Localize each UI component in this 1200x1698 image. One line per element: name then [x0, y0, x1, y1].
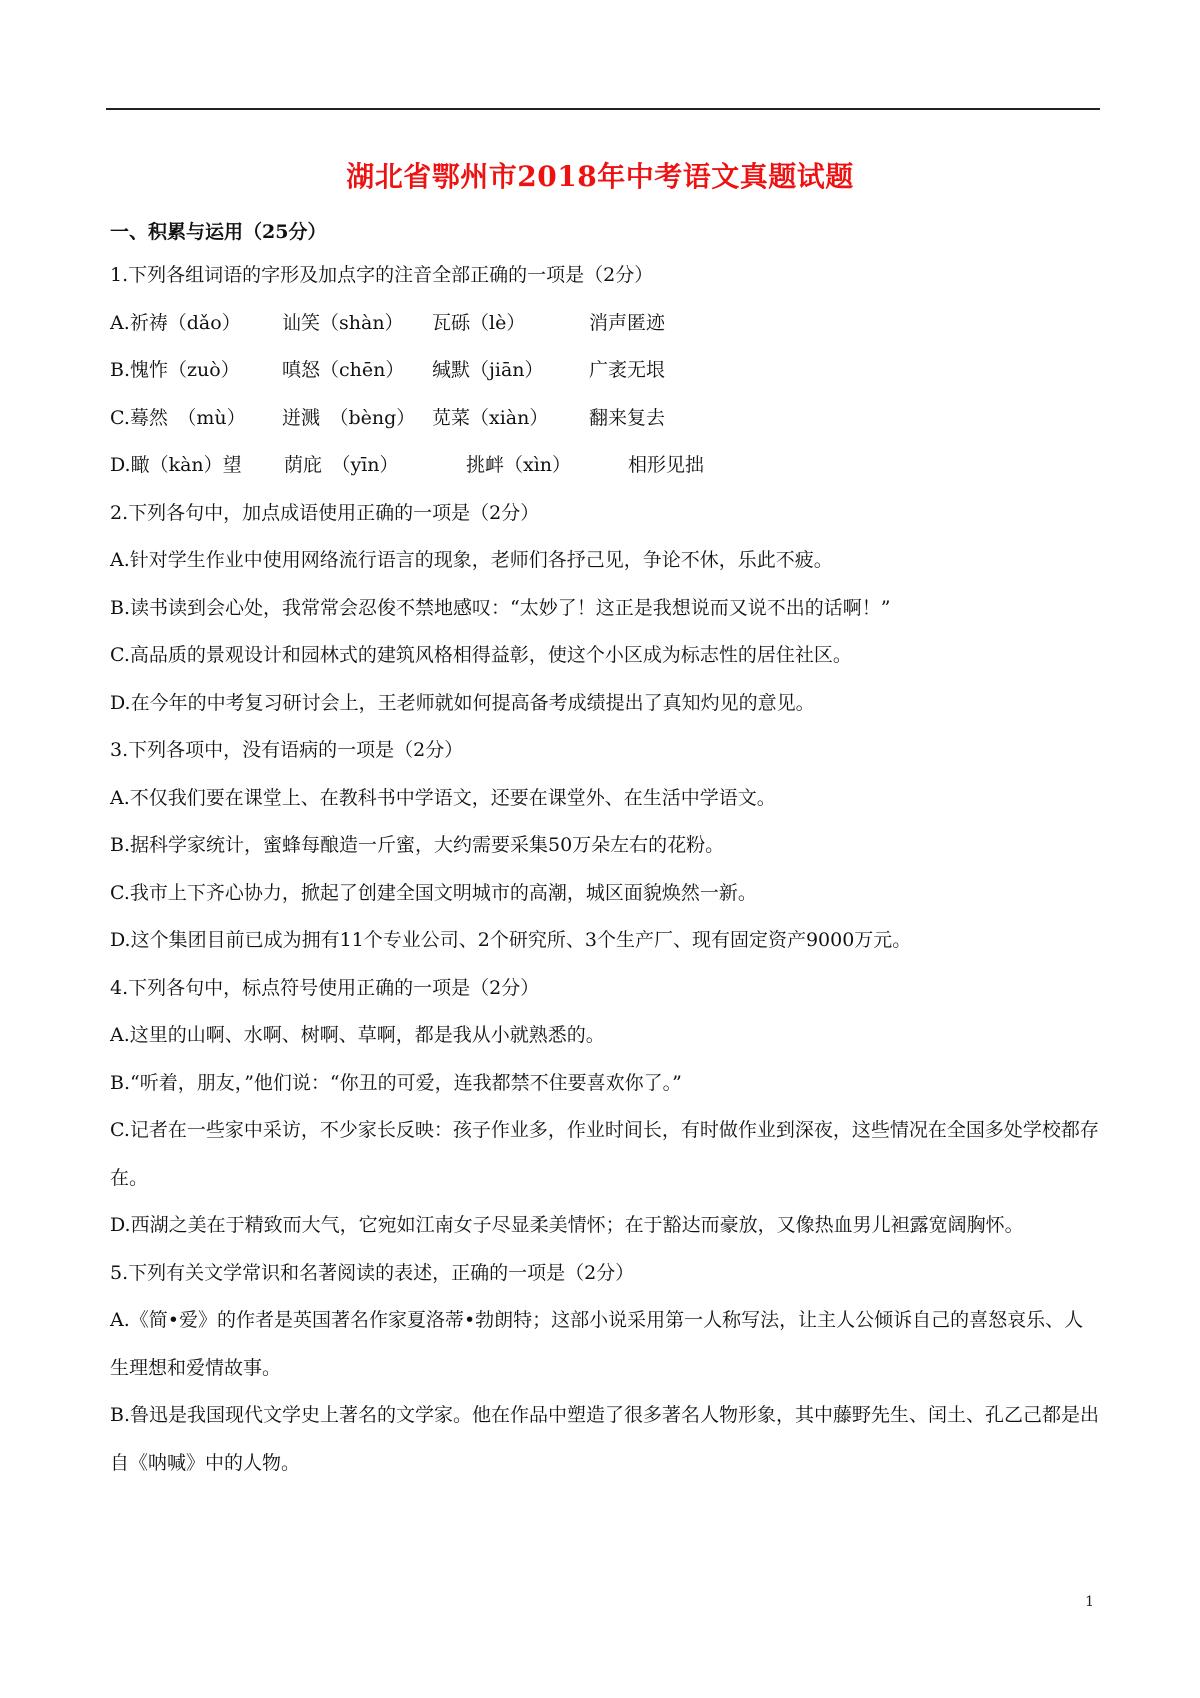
question-2-option-c: C.高品质的景观设计和园林式的建筑风格相得益彰，使这个小区成为标志性的居住社区。 [110, 644, 852, 666]
word: B.愧怍（zuò） [110, 359, 240, 381]
question-4-option-a: A.这里的山啊、水啊、树啊、草啊，都是我从小就熟悉的。 [110, 1024, 605, 1046]
question-4-option-b: B.“听着，朋友，”他们说：“你丑的可爱，连我都禁不住要喜欢你了。” [110, 1071, 682, 1094]
word: 迸溅 （bèng） [282, 406, 416, 429]
word: 翻来复去 [589, 406, 666, 429]
question-1-option-c [110, 395, 1102, 443]
question-2-option-a: A.针对学生作业中使用网络流行语言的现象，老师们各抒己见，争论不休，乐此不疲。 [110, 549, 833, 571]
question-1-option-b [110, 347, 1102, 395]
word: 广袤无垠 [589, 359, 666, 381]
question-5-stem: 5.下列有关文学常识和名著阅读的表述，正确的一项是（2分） [110, 1261, 635, 1284]
word: 消声匿迹 [589, 311, 666, 334]
question-3-option-d: D.这个集团目前已成为拥有11个专业公司、2个研究所、3个生产厂、现有固定资产9000万元。 [110, 929, 912, 951]
word: A.祈祷（dǎo） [110, 311, 241, 334]
question-1-stem: 1.下列各组词语的字形及加点字的注音全部正确的一项是（2分） [110, 264, 654, 286]
section-heading: 一、积累与运用（25分） [110, 221, 327, 243]
word: D.瞰（kàn）望 [110, 454, 242, 476]
word: 嗔怒（chēn） [282, 359, 405, 381]
document-body [110, 212, 1102, 1487]
word: C.蓦然 （mù） [110, 406, 246, 429]
document-title: 湖北省鄂州市2018年中考语文真题试题 [346, 160, 854, 193]
question-3-option-b: B.据科学家统计，蜜蜂每酿造一斤蜜，大约需要采集50万朵左右的花粉。 [110, 834, 725, 856]
word: 讪笑（shàn） [282, 311, 404, 334]
question-2-stem: 2.下列各句中，加点成语使用正确的一项是（2分） [110, 501, 540, 524]
header-rule [106, 108, 1100, 110]
question-3-option-a: A.不仅我们要在课堂上、在教科书中学语文，还要在课堂外、在生活中学语文。 [110, 786, 776, 809]
question-2-option-b: B.读书读到会心处，我常常会忍俊不禁地感叹：“太妙了！这正是我想说而又说不出的话啊！” [110, 596, 891, 619]
question-3-stem: 3.下列各项中，没有语病的一项是（2分） [110, 739, 464, 761]
page-number: 1 [1085, 1594, 1094, 1610]
word: 瓦砾（lè） [432, 311, 526, 334]
question-4-option-c: C.记者在一些家中采访，不少家长反映：孩子作业多，作业时间长，有时做作业到深夜，这些情况在全国多处学校都存在。 [110, 1119, 1099, 1189]
question-1-option-d [110, 442, 1102, 490]
word: 缄默（jiān） [432, 359, 544, 381]
question-1-option-a [110, 300, 1102, 348]
question-5-option-a: A.《简•爱》的作者是英国著名作家夏洛蒂•勃朗特；这部小说采用第一人称写法，让主人公倾诉自己的喜怒哀乐、人生理想和爱情故事。 [110, 1309, 1084, 1379]
question-4-stem: 4.下列各句中，标点符号使用正确的一项是（2分） [110, 976, 540, 999]
question-2-option-d: D.在今年的中考复习研讨会上，王老师就如何提高备考成绩提出了真知灼见的意见。 [110, 691, 815, 714]
question-5-option-b: B.鲁迅是我国现代文学史上著名的文学家。他在作品中塑造了很多著名人物形象，其中藤野先生、闰土、孔乙己都是出自《呐喊》中的人物。 [110, 1404, 1100, 1474]
word: 挑衅（xìn） [447, 454, 572, 476]
question-4-option-d: D.西湖之美在于精致而大气，它宛如江南女子尽显柔美情怀；在于豁达而豪放，又像热血男儿袒露宽阔胸怀。 [110, 1214, 1024, 1236]
word: 荫庇 （yīn） [284, 454, 399, 476]
word: 苋菜（xiàn） [432, 406, 549, 429]
word: 相形见拙 [609, 454, 705, 476]
question-3-option-c: C.我市上下齐心协力，掀起了创建全国文明城市的高潮，城区面貌焕然一新。 [110, 881, 757, 904]
